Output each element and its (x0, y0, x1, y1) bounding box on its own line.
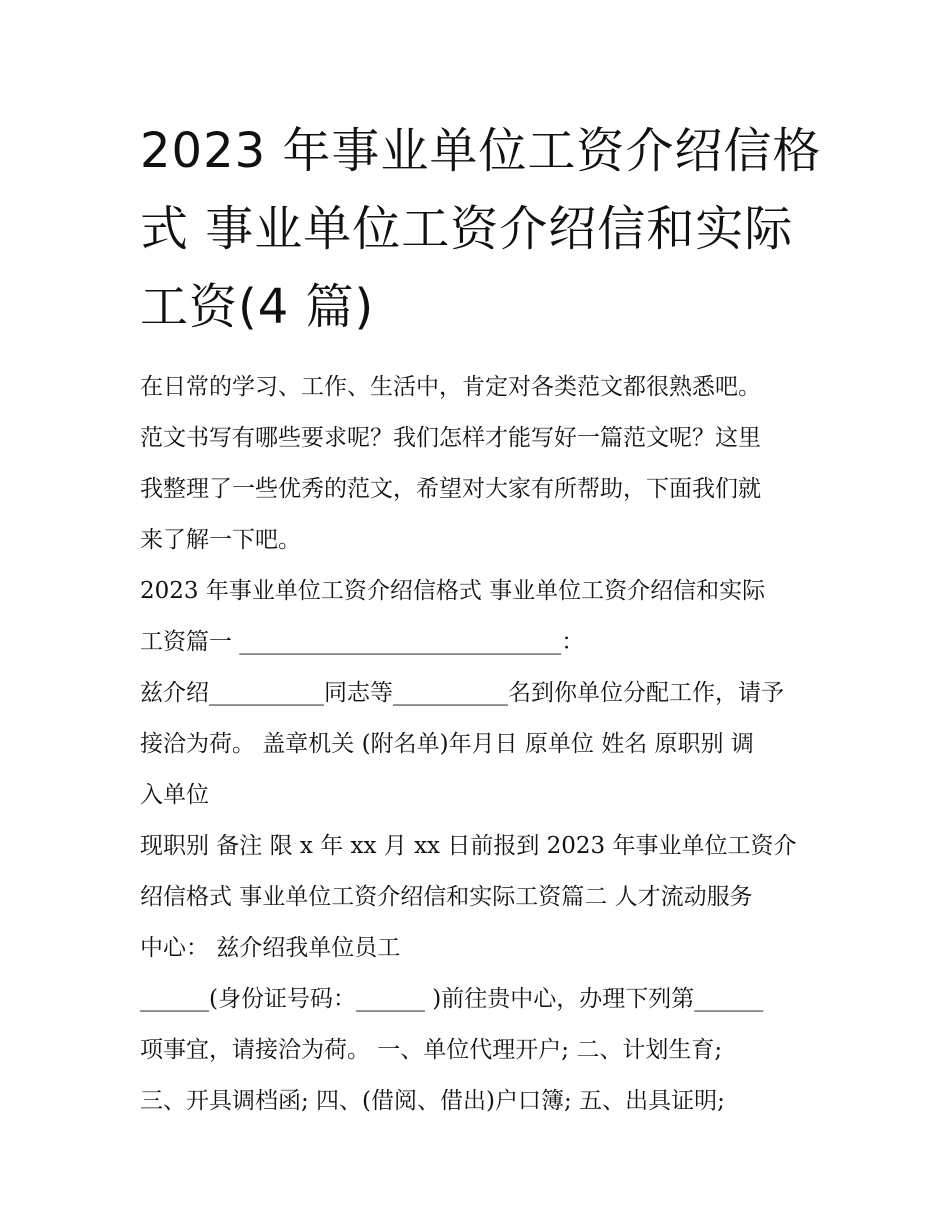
paragraph-line: 接洽为荷。 盖章机关 (附名单)年月日 原单位 姓名 原职别 调 (140, 731, 754, 757)
intro-paragraph (140, 362, 812, 566)
paragraph-line: 入单位 (140, 782, 209, 808)
paragraph-line: 现职别 备注 限 x 年 xx 月 xx 日前报到 2023 年事业单位工资介 (140, 833, 797, 859)
paragraph-line: 中心： 兹介绍我单位员工 (140, 935, 401, 961)
document-title (140, 112, 822, 346)
paragraph-line: 工资篇一 ____________________________： (140, 629, 585, 655)
title-line-3: 工资(4 篇) (140, 279, 375, 335)
paragraph-line: 我整理了一些优秀的范文，希望对大家有所帮助，下面我们就 (140, 476, 761, 502)
paragraph-line: 兹介绍__________同志等__________名到你单位分配工作，请予 (140, 680, 784, 706)
paragraph-line: ______(身份证号码：______ )前往贵中心，办理下列第______ (140, 986, 764, 1012)
items-paragraph (140, 974, 812, 1127)
letter-body-paragraph (140, 668, 812, 821)
paragraph-line: 2023 年事业单位工资介绍信格式 事业单位工资介绍信和实际 (140, 578, 766, 604)
section-two-paragraph (140, 821, 812, 974)
paragraph-line: 绍信格式 事业单位工资介绍信和实际工资篇二 人才流动服务 (140, 884, 753, 910)
paragraph-line: 项事宜，请接洽为荷。 一、单位代理开户; 二、计划生育; (140, 1037, 723, 1063)
paragraph-line: 范文书写有哪些要求呢？我们怎样才能写好一篇范文呢？这里 (140, 425, 761, 451)
section-one-heading (140, 566, 812, 668)
title-line-1: 2023 年事业单位工资介绍信格 (140, 123, 822, 179)
paragraph-line: 在日常的学习、工作、生活中，肯定对各类范文都很熟悉吧。 (140, 374, 761, 400)
document-page (140, 112, 822, 1127)
paragraph-line: 来了解一下吧。 (140, 527, 301, 553)
paragraph-line: 三、开具调档函; 四、(借阅、借出)户口簿; 五、出具证明; (140, 1088, 725, 1114)
title-line-2: 式 事业单位工资介绍信和实际 (140, 201, 794, 257)
